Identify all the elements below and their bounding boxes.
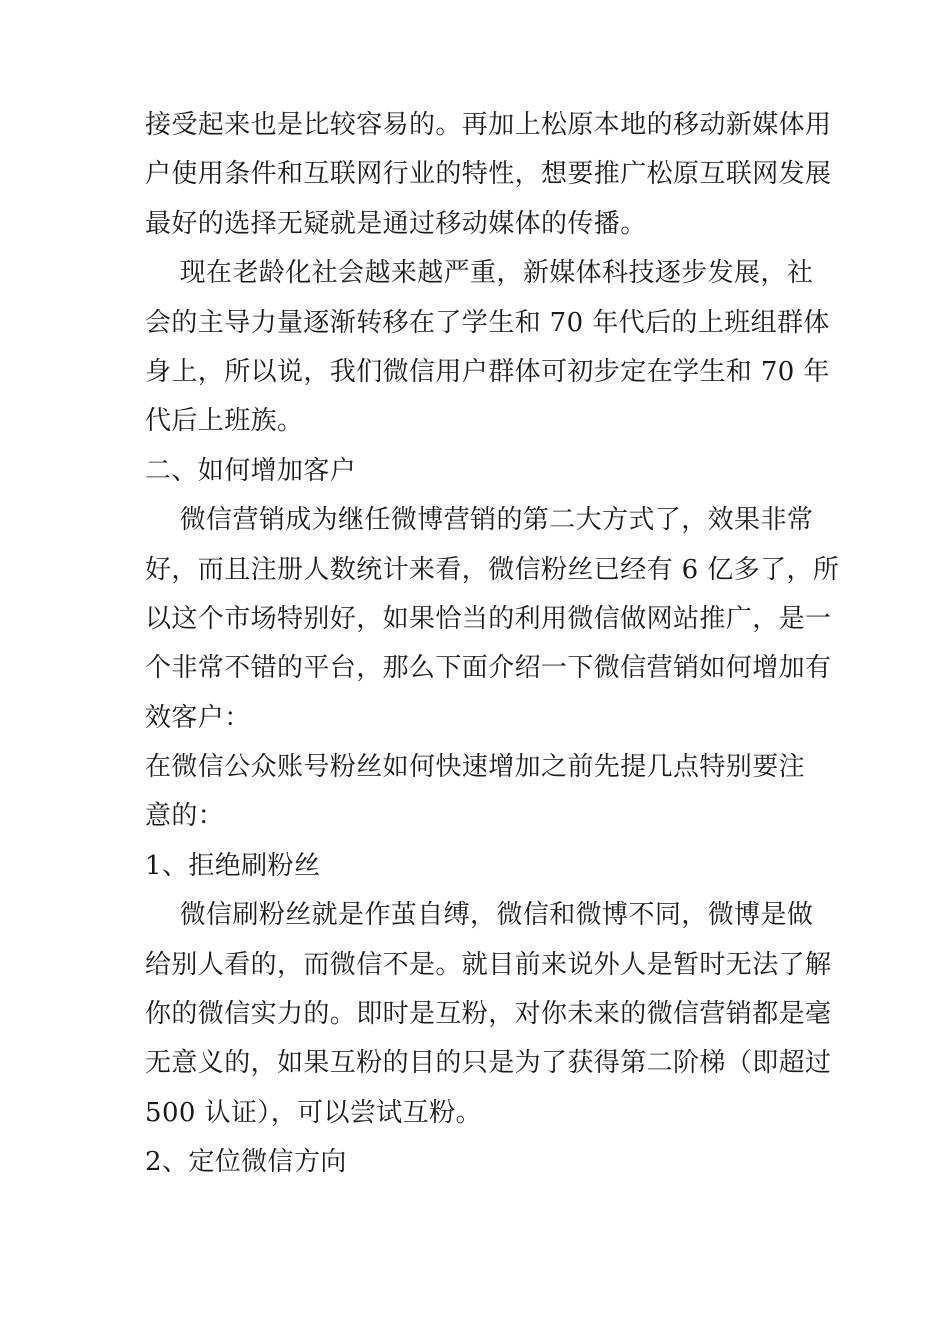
body-line: 给别人看的，而微信不是。就目前来说外人是暂时无法了解 bbox=[145, 949, 832, 980]
body-line: 个非常不错的平台，那么下面介绍一下微信营销如何增加有 bbox=[145, 653, 832, 684]
list-heading: 2、定位微信方向 bbox=[145, 1147, 347, 1178]
document-body bbox=[145, 101, 840, 1188]
body-line: 现在老龄化社会越来越严重，新媒体科技逐步发展，社 bbox=[145, 258, 814, 289]
body-line: 好，而且注册人数统计来看，微信粉丝已经有 6 亿多了，所 bbox=[145, 554, 840, 585]
body-line: 在微信公众账号粉丝如何快速增加之前先提几点特别要注 bbox=[145, 752, 806, 783]
body-line: 效客户： bbox=[145, 702, 251, 733]
body-line: 代后上班族。 bbox=[145, 406, 304, 437]
body-line: 会的主导力量逐渐转移在了学生和 70 年代后的上班组群体 bbox=[145, 307, 830, 338]
body-line: 微信刷粉丝就是作茧自缚，微信和微博不同，微博是做 bbox=[145, 900, 814, 931]
body-line: 意的： bbox=[145, 801, 225, 832]
body-line: 500 认证），可以尝试互粉。 bbox=[145, 1097, 482, 1128]
body-line: 接受起来也是比较容易的。再加上松原本地的移动新媒体用 bbox=[145, 110, 832, 140]
section-heading: 二、如何增加客户 bbox=[145, 455, 357, 486]
body-line: 以这个市场特别好，如果恰当的利用微信做网站推广，是一 bbox=[145, 603, 832, 634]
body-line: 身上，所以说，我们微信用户群体可初步定在学生和 70 年 bbox=[145, 356, 830, 387]
body-line: 户使用条件和互联网行业的特性，想要推广松原互联网发展 bbox=[145, 159, 832, 190]
list-heading: 1、拒绝刷粉丝 bbox=[145, 850, 321, 881]
body-line: 微信营销成为继任微博营销的第二大方式了，效果非常 bbox=[145, 505, 814, 536]
body-line: 你的微信实力的。即时是互粉，对你未来的微信营销都是毫 bbox=[145, 999, 832, 1030]
body-line: 最好的选择无疑就是通过移动媒体的传播。 bbox=[145, 208, 647, 239]
body-line: 无意义的，如果互粉的目的只是为了获得第二阶梯（即超过 bbox=[145, 1048, 832, 1079]
